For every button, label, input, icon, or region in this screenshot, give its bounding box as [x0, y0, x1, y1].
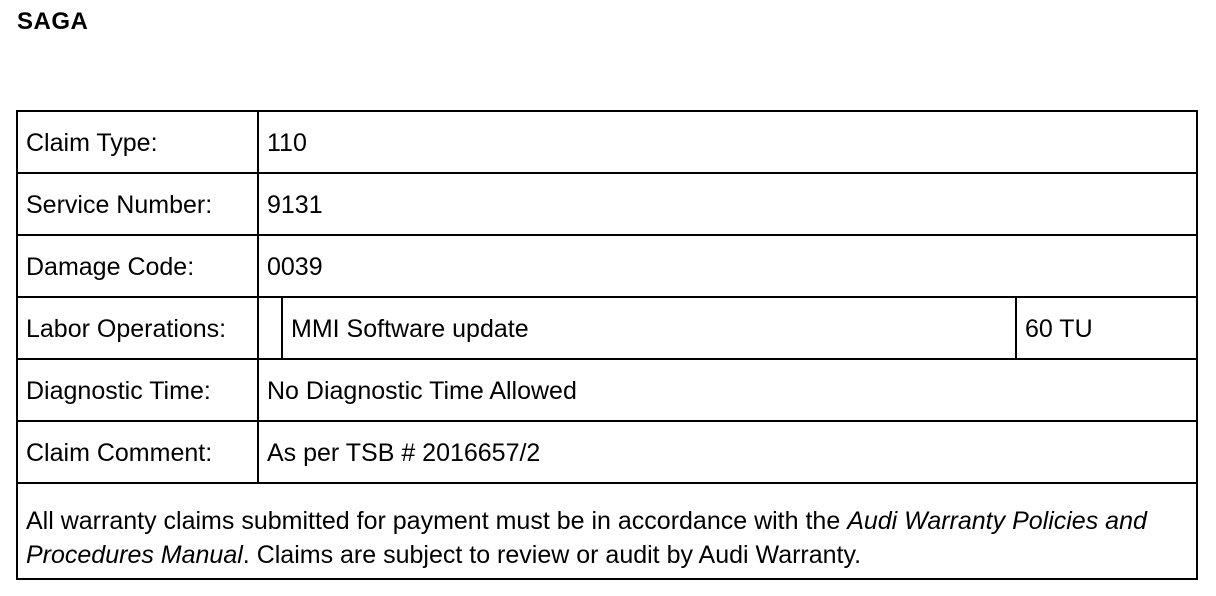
labor-operations-label: Labor Operations: — [17, 297, 258, 359]
service-number-value: 9131 — [258, 173, 1197, 235]
claim-comment-row — [17, 421, 1197, 483]
service-number-row — [17, 173, 1197, 235]
warranty-note-intro: All warranty claims submitted for payment must be in accordance with the — [26, 507, 848, 535]
page-title: SAGA — [17, 8, 89, 35]
claim-table — [16, 110, 1198, 580]
labor-operations-row — [17, 297, 1197, 359]
claim-comment-label: Claim Comment: — [17, 421, 258, 483]
service-number-label: Service Number: — [17, 173, 258, 235]
labor-operations-spacer-cell — [258, 297, 282, 359]
damage-code-value: 0039 — [258, 235, 1197, 297]
claim-type-value: 110 — [258, 111, 1197, 173]
diagnostic-time-value: No Diagnostic Time Allowed — [258, 359, 1197, 421]
labor-operations-time: 60 TU — [1016, 297, 1197, 359]
warranty-note-outro: . Claims are subject to review or audit by Audi Warranty. — [242, 541, 862, 569]
claim-type-row — [17, 111, 1197, 173]
diagnostic-time-label: Diagnostic Time: — [17, 359, 258, 421]
damage-code-label: Damage Code: — [17, 235, 258, 297]
diagnostic-time-row — [17, 359, 1197, 421]
claim-type-label: Claim Type: — [17, 111, 258, 173]
warranty-note — [17, 483, 1197, 579]
damage-code-row — [17, 235, 1197, 297]
warranty-manual-title: Audi Warranty Policies and Procedures Manual — [26, 507, 1147, 569]
warranty-note-row — [17, 483, 1197, 579]
labor-operations-description: MMI Software update — [282, 297, 1016, 359]
claim-comment-value: As per TSB # 2016657/2 — [258, 421, 1197, 483]
